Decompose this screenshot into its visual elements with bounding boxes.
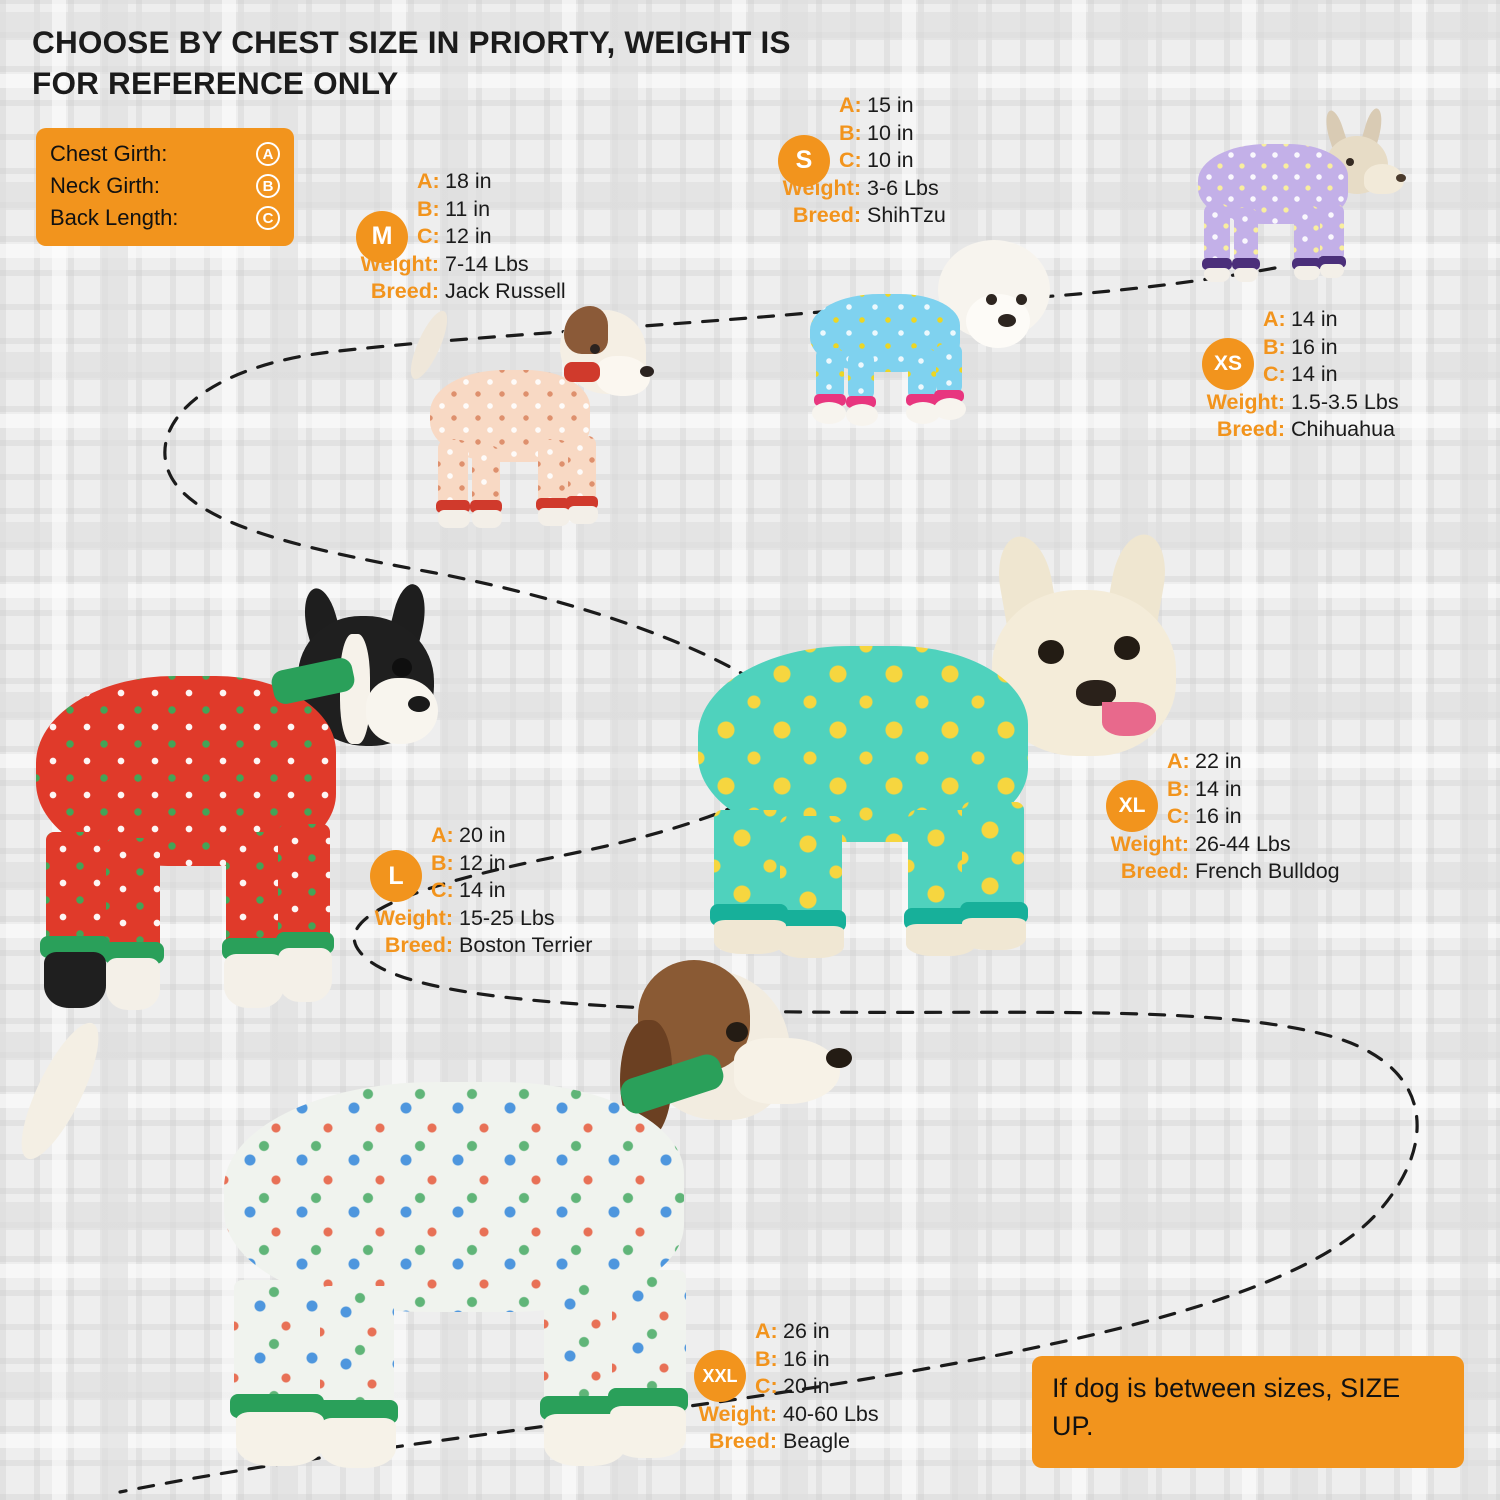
- label-weight-l: Weight:: [374, 905, 453, 930]
- label-breed-xs: Breed:: [1216, 417, 1285, 442]
- value-chest-m: 18 in: [445, 169, 492, 193]
- spec-block-xxl: [694, 1318, 879, 1456]
- value-back-s: 10 in: [867, 148, 914, 173]
- size-badge-l: L: [370, 850, 422, 902]
- label-a-s: A:: [839, 93, 862, 117]
- label-breed-s: Breed:: [792, 203, 861, 228]
- spec-block-xs: [1202, 306, 1399, 444]
- label-weight-xxl: Weight:: [698, 1401, 777, 1426]
- label-weight-xs: Weight:: [1206, 389, 1285, 414]
- size-badge-xl: XL: [1106, 780, 1158, 832]
- label-weight-xl: Weight:: [1110, 831, 1189, 856]
- value-weight-s: 3-6 Lbs: [867, 175, 939, 200]
- value-back-xl: 16 in: [1195, 804, 1242, 829]
- label-b-xl: B:: [1167, 776, 1190, 801]
- label-b-l: B:: [431, 850, 454, 875]
- spec-block-xl: [1106, 748, 1340, 886]
- label-c-l: C:: [431, 878, 454, 903]
- value-weight-m: 7-14 Lbs: [445, 251, 529, 276]
- label-c-xs: C:: [1263, 362, 1286, 387]
- label-b-s: B:: [839, 120, 862, 145]
- size-badge-s: S: [778, 135, 830, 187]
- dog-illustration-french-bulldog: [670, 530, 1190, 950]
- value-weight-xs: 1.5-3.5 Lbs: [1291, 389, 1399, 414]
- legend-label-chest: Chest Girth:: [50, 141, 168, 166]
- label-a-xxl: A:: [755, 1319, 778, 1343]
- spec-block-m: [356, 168, 566, 306]
- size-badge-xs: XS: [1202, 338, 1254, 390]
- legend-row-back: [50, 202, 280, 234]
- legend-badge-c: C: [256, 206, 280, 230]
- value-breed-xs: Chihuahua: [1291, 417, 1396, 442]
- label-weight-s: Weight:: [782, 175, 861, 200]
- label-b-xs: B:: [1263, 334, 1286, 359]
- legend-box: [36, 128, 294, 246]
- value-neck-s: 10 in: [867, 120, 914, 145]
- label-a-m: A:: [417, 169, 440, 193]
- value-chest-xs: 14 in: [1291, 307, 1338, 331]
- label-b-xxl: B:: [755, 1346, 778, 1371]
- value-breed-s: ShihTzu: [867, 203, 946, 228]
- value-neck-xxl: 16 in: [783, 1346, 830, 1371]
- size-badge-xxl: XXL: [694, 1350, 746, 1402]
- value-back-m: 12 in: [445, 224, 492, 249]
- label-a-l: A:: [431, 823, 454, 847]
- page-title: CHOOSE BY CHEST SIZE IN PRIORTY, WEIGHT IS FOR REFERENCE ONLY: [32, 24, 791, 101]
- legend-label-neck: Neck Girth:: [50, 173, 161, 198]
- value-chest-xxl: 26 in: [783, 1319, 830, 1343]
- size-badge-m: M: [356, 211, 408, 263]
- label-c-s: C:: [839, 148, 862, 173]
- value-breed-l: Boston Terrier: [459, 933, 593, 958]
- value-chest-s: 15 in: [867, 93, 914, 117]
- value-weight-l: 15-25 Lbs: [459, 905, 555, 930]
- size-up-note: If dog is between sizes, SIZE UP.: [1032, 1356, 1464, 1468]
- label-a-xl: A:: [1167, 749, 1190, 773]
- legend-row-chest: [50, 138, 280, 170]
- label-breed-m: Breed:: [370, 279, 439, 304]
- value-weight-xl: 26-44 Lbs: [1195, 831, 1291, 856]
- legend-row-neck: [50, 170, 280, 202]
- label-a-xs: A:: [1263, 307, 1286, 331]
- spec-block-s: [778, 92, 946, 230]
- legend-badge-a: A: [256, 142, 280, 166]
- value-neck-xl: 14 in: [1195, 776, 1242, 801]
- dog-illustration-jack-russell: [368, 300, 658, 530]
- value-chest-l: 20 in: [459, 823, 506, 847]
- dog-illustration-shihtzu: [790, 238, 1050, 428]
- value-breed-xl: French Bulldog: [1195, 859, 1340, 884]
- label-weight-m: Weight:: [360, 251, 439, 276]
- value-neck-l: 12 in: [459, 850, 506, 875]
- value-chest-xl: 22 in: [1195, 749, 1242, 773]
- label-breed-l: Breed:: [384, 933, 453, 958]
- value-neck-m: 11 in: [445, 196, 491, 221]
- legend-badge-b: B: [256, 174, 280, 198]
- label-b-m: B:: [417, 196, 440, 221]
- dog-illustration-chihuahua: [1168, 108, 1408, 293]
- label-breed-xxl: Breed:: [708, 1429, 777, 1454]
- value-neck-xs: 16 in: [1291, 334, 1338, 359]
- value-weight-xxl: 40-60 Lbs: [783, 1401, 879, 1426]
- label-breed-xl: Breed:: [1120, 859, 1189, 884]
- label-c-m: C:: [417, 224, 440, 249]
- value-back-xs: 14 in: [1291, 362, 1338, 387]
- value-back-xxl: 20 in: [783, 1374, 830, 1399]
- label-c-xxl: C:: [755, 1374, 778, 1399]
- value-breed-xxl: Beagle: [783, 1429, 850, 1454]
- value-back-l: 14 in: [459, 878, 506, 903]
- value-breed-m: Jack Russell: [445, 279, 566, 304]
- label-c-xl: C:: [1167, 804, 1190, 829]
- spec-block-l: [370, 822, 592, 960]
- legend-label-back: Back Length:: [50, 205, 179, 230]
